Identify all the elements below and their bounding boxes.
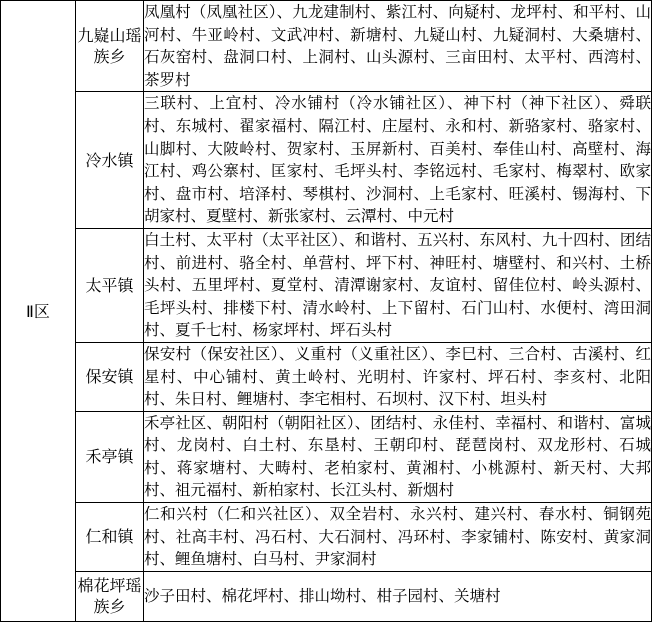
- town-name: [76, 1, 144, 92]
- town-name: [76, 503, 144, 572]
- table-row: [1, 342, 652, 411]
- village-list: 凤凰村（凤凰社区）、九龙建制村、紫江村、向疑村、龙坪村、和平村、山河村、牛亚岭村、文武冲村、新塘村、九疑山村、九疑洞村、大桑塘村、石灰窑村、盘洞口村、上洞村、山头源村、三亩田村、太平村、西湾村、茶罗村: [144, 1, 652, 92]
- table-row: [1, 92, 652, 229]
- town-name-text: 太平镇: [85, 275, 134, 295]
- town-name: [76, 342, 144, 411]
- town-name-text: 九嶷山瑶族乡: [77, 26, 142, 67]
- town-name-text: 保安镇: [85, 367, 134, 387]
- town-name: [76, 228, 144, 342]
- zone-label: Ⅱ区: [1, 1, 76, 622]
- village-list: 沙子田村、棉花坪村、排山坳村、柑子园村、关塘村: [144, 571, 652, 621]
- town-name: [76, 571, 144, 621]
- table-row: [1, 571, 652, 621]
- town-name-text: 禾亭镇: [85, 447, 134, 467]
- town-name-text: 仁和镇: [85, 527, 134, 547]
- table-row: [1, 228, 652, 342]
- village-list: 保安村（保安社区）、义重村（义重社区）、李巳村、三合村、古溪村、红星村、中心铺村、黄土岭村、光明村、许家村、坪石村、李亥村、北阳村、朱日村、鲤塘村、李宅相村、石坝村、汉下村、坦头村: [144, 342, 652, 411]
- village-list: 三联村、上宜村、冷水铺村（冷水铺社区）、神下村（神下社区）、舜联村、东城村、翟家福村、隔江村、庄屋村、永和村、新骆家村、骆家村、山脚村、大陂岭村、贺家村、玉屏新村、百美村、奉佳山村、高壁村、海江村、鸡公寨村、匡家村、毛坪头村、李铭远村、毛家村、梅翠村、欧家村、盘市村、培泽村、琴棋村、沙洞村、上毛家村、旺溪村、锡海村、下胡家村、夏壁村、新张家村、云潭村、中元村: [144, 92, 652, 229]
- village-list: 禾亭社区、朝阳村（朝阳社区）、团结村、永佳村、幸福村、和谐村、富城村、龙岗村、白土村、东垦村、王朝印村、琵琶岗村、双龙形村、石城村、蒋家塘村、大畴村、老柏家村、黄湘村、小桃源村、新天村、大邦村、祖元福村、新柏家村、长江头村、新烟村: [144, 411, 652, 502]
- town-name: [76, 92, 144, 229]
- table-row: [1, 411, 652, 502]
- village-list: 白土村、太平村（太平社区）、和谐村、五兴村、东风村、九十四村、团结村、前进村、骆全村、单营村、坪下村、神旺村、塘壁村、和兴村、土桥头村、五里坪村、夏堂村、清潭谢家村、友谊村、留佳位村、岭头源村、毛坪头村、排楼下村、清水岭村、上下留村、石门山村、水便村、湾田洞村、夏千七村、杨家坪村、坪石头村: [144, 228, 652, 342]
- town-name-text: 冷水镇: [85, 150, 134, 170]
- village-list: 仁和兴村（仁和兴社区）、双全岩村、永兴村、建兴村、春水村、铜钢苑村、社高丰村、冯石村、大石洞村、冯环村、李家铺村、陈安村、黄家洞村、鲤鱼塘村、白马村、尹家洞村: [144, 503, 652, 572]
- town-name-text: 棉花坪瑶族乡: [77, 576, 142, 617]
- town-name: [76, 411, 144, 502]
- table-row: [1, 1, 652, 92]
- table-row: [1, 503, 652, 572]
